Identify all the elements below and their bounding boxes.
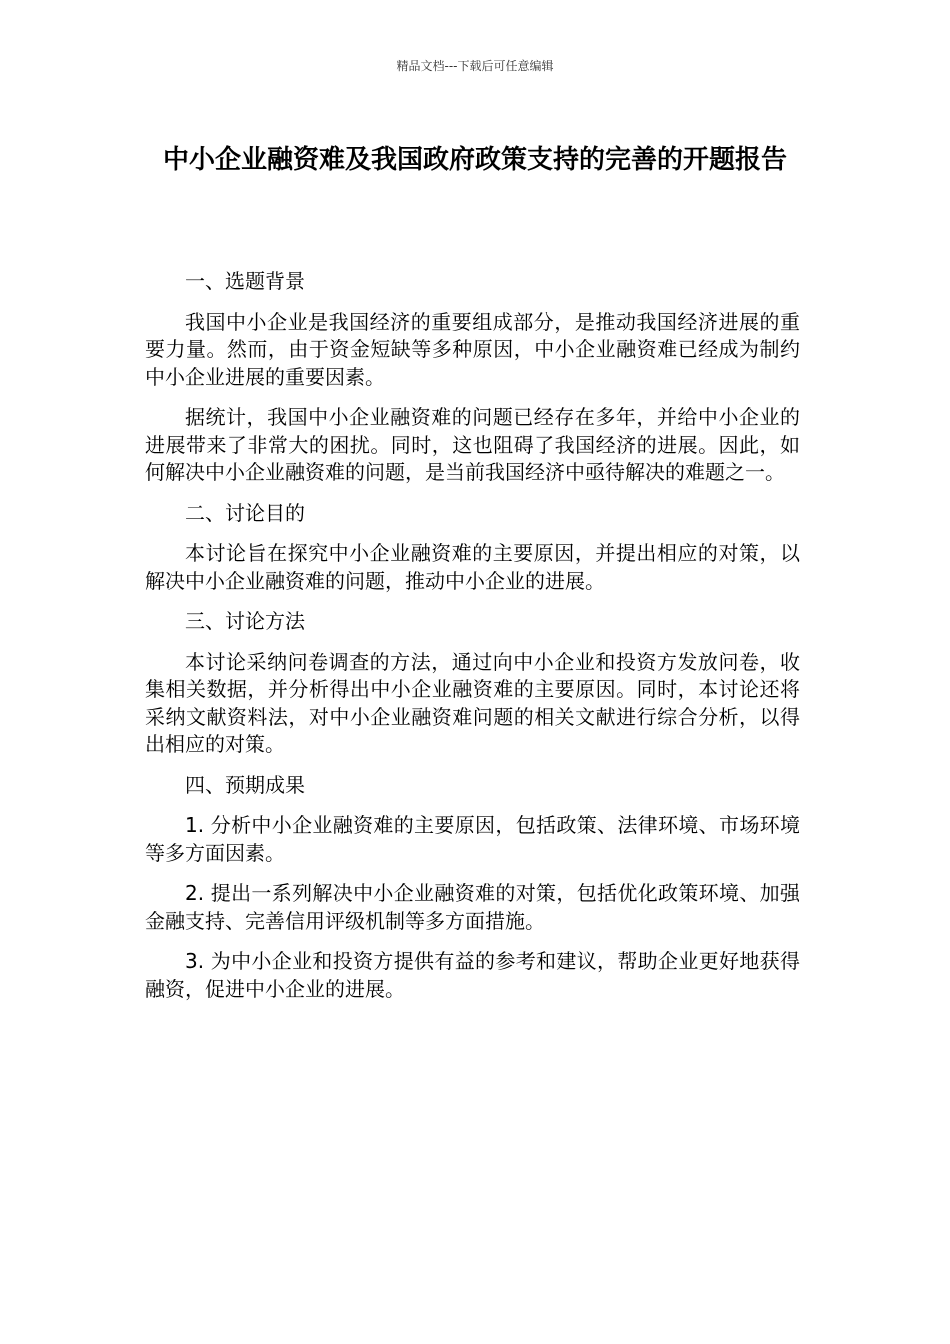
section-heading-method: 三、讨论方法 (185, 609, 305, 633)
document-body (145, 268, 800, 1016)
background-paragraph-1: 我国中小企业是我国经济的重要组成部分，是推动我国经济进展的重要力量。然而，由于资金短缺等多种原因，中小企业融资难已经成为制约中小企业进展的重要因素。 (145, 309, 800, 389)
section-heading-background: 一、选题背景 (185, 269, 305, 293)
purpose-paragraph: 本讨论旨在探究中小企业融资难的主要原因，并提出相应的对策，以解决中小企业融资难的问题，推动中小企业的进展。 (145, 541, 800, 593)
expected-result-item-2: 2. 提出一系列解决中小企业融资难的对策，包括优化政策环境、加强金融支持、完善信用评级机制等多方面措施。 (145, 881, 800, 933)
expected-result-item-3: 3. 为中小企业和投资方提供有益的参考和建议，帮助企业更好地获得融资，促进中小企业的进展。 (145, 949, 800, 1001)
section-heading-purpose: 二、讨论目的 (185, 500, 305, 525)
document-title: 中小企业融资难及我国政府政策支持的完善的开题报告 (162, 145, 787, 175)
section-heading-expected-results: 四、预期成果 (185, 772, 305, 797)
background-paragraph-2: 据统计，我国中小企业融资难的问题已经存在多年，并给中小企业的进展带来了非常大的困扰。同时，这也阻碍了我国经济的进展。因此，如何解决中小企业融资难的问题，是当前我国经济中亟待解决的难题之一。 (145, 405, 800, 484)
page-header: 精品文档---下载后可任意编辑 (396, 59, 554, 73)
expected-result-item-1: 1. 分析中小企业融资难的主要原因，包括政策、法律环境、市场环境等多方面因素。 (145, 813, 800, 865)
method-paragraph: 本讨论采纳问卷调查的方法，通过向中小企业和投资方发放问卷，收集相关数据，并分析得出中小企业融资难的主要原因。同时，本讨论还将采纳文献资料法，对中小企业融资难问题的相关文献进行综合分析，以得出相应的对策。 (145, 649, 800, 756)
